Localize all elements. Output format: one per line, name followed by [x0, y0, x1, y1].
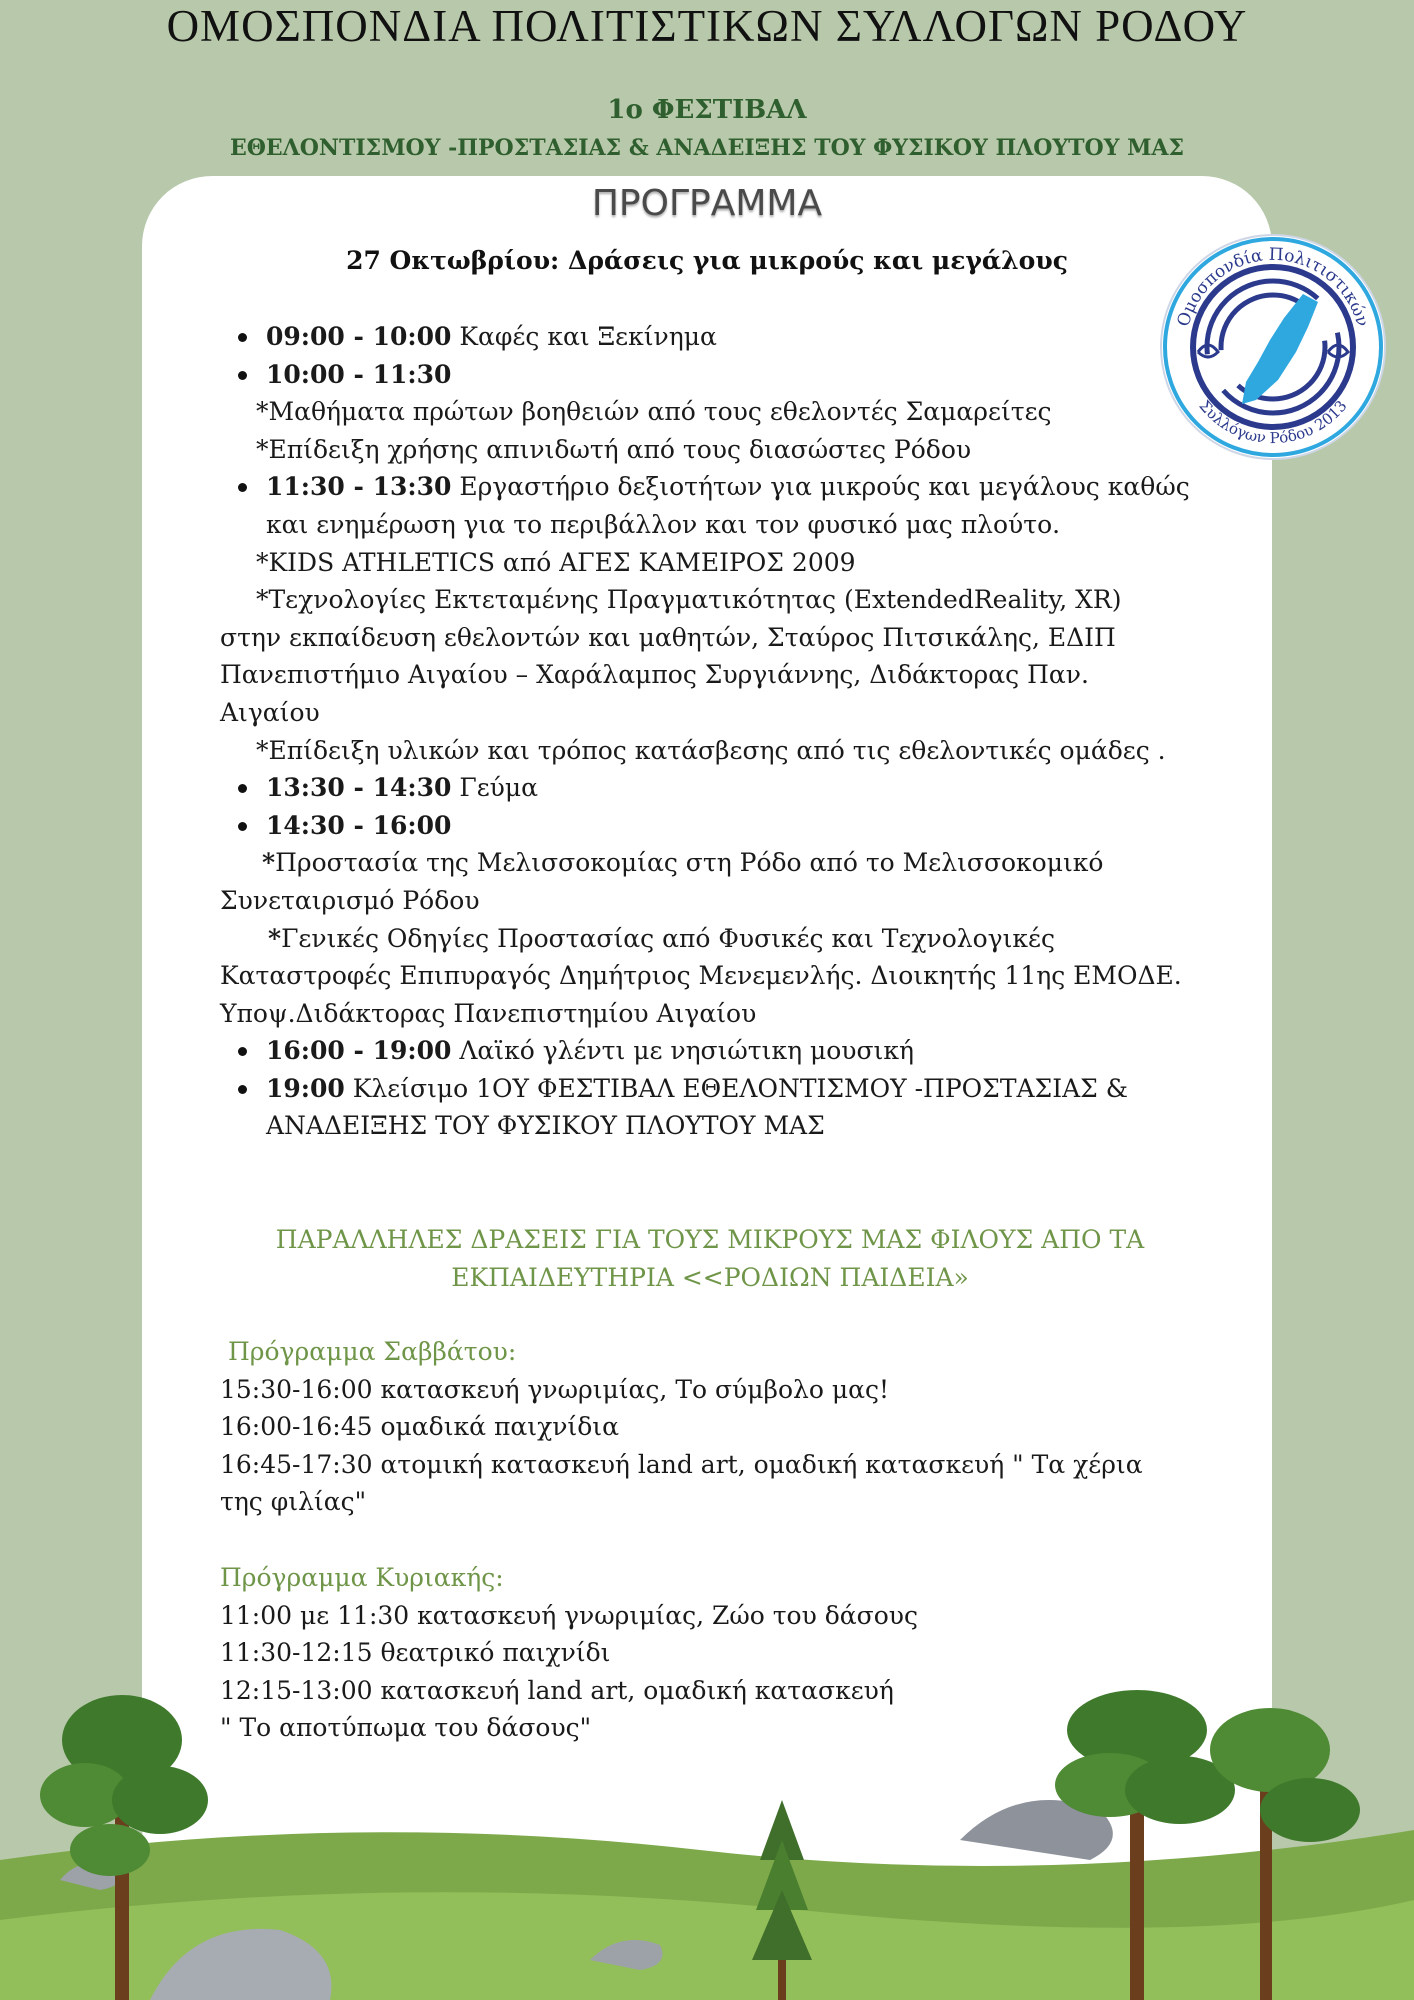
schedule-line	[220, 920, 1200, 958]
schedule-time: 11:30 - 13:30	[266, 472, 452, 502]
schedule-item	[220, 318, 1200, 356]
saturday-program-line: της φιλίας"	[220, 1487, 367, 1517]
schedule-time: 16:00 - 19:00	[266, 1036, 452, 1066]
schedule-text: Λαϊκό γλέντι με νησιώτικη μουσική	[451, 1036, 914, 1066]
schedule-text: Προστασία της Μελισσοκομίας στη Ρόδο από το Μελισσοκομικό	[275, 848, 1104, 878]
schedule-item	[220, 468, 1200, 506]
saturday-program-line: 16:00-16:45 ομαδικά παιχνίδια	[220, 1412, 619, 1442]
sunday-program-label: Πρόγραμμα Κυριακής:	[220, 1563, 504, 1592]
schedule-item	[220, 769, 1200, 807]
sunday-program-line: 11:00 με 11:30 κατασκευή γνωριμίας, Ζώο του δάσους	[220, 1600, 918, 1630]
schedule-text: Καφές και Ξεκίνημα	[451, 322, 717, 351]
schedule-text: Γεύμα	[451, 773, 538, 803]
schedule-line: *Επίδειξη χρήσης απινιδωτή από τους διασώστες Ρόδου	[256, 434, 972, 464]
schedule-line: *Επίδειξη υλικών και τρόπος κατάσβεσης από τις εθελοντικές ομάδες .	[256, 735, 1166, 765]
schedule-line: Υποψ.Διδάκτορας Πανεπιστημίου Αιγαίου	[220, 998, 757, 1028]
schedule-time: 13:30 - 14:30	[266, 773, 452, 803]
schedule-line	[220, 844, 1200, 882]
schedule-time: 19:00	[266, 1073, 345, 1103]
schedule-star: *	[268, 923, 282, 953]
schedule-line: Αιγαίου	[220, 697, 320, 727]
festival-subtitle: ΕΘΕΛΟΝΤΙΣΜΟΥ -ΠΡΟΣΤΑΣΙΑΣ & ΑΝΑΔΕΙΞΗΣ ΤΟΥ ΦΥΣΙΚΟΥ ΠΛΟΥΤΟΥ ΜΑΣ	[229, 135, 1185, 161]
schedule-line: και ενημέρωση για το περιβάλλον και τον φυσικό μας πλούτο.	[266, 509, 1061, 539]
schedule-line: Καταστροφές Επιπυραγός Δημήτριος Μενεμενλής. Διοικητής 11ης ΕΜΟΔΕ.	[220, 961, 1182, 991]
sunday-program-line: 11:30-12:15 θεατρικό παιχνίδι	[220, 1638, 611, 1668]
schedule-line: Πανεπιστήμιο Αιγαίου – Χαράλαμπος Συργιάννης, Διδάκτορας Παν.	[220, 660, 1089, 690]
schedule-text: Γενικές Οδηγίες Προστασίας από Φυσικές και Τεχνολογικές	[281, 923, 1055, 953]
schedule-star: *	[262, 848, 276, 878]
schedule-line: ΑΝΑΔΕΙΞΗΣ ΤΟΥ ΦΥΣΙΚΟΥ ΠΛΟΥΤΟΥ ΜΑΣ	[266, 1111, 825, 1141]
schedule-text: Κλείσιμο 1ΟΥ ΦΕΣΤΙΒΑΛ ΕΘΕΛΟΝΤΙΣΜΟΥ -ΠΡΟΣΤΑΣΙΑΣ &	[344, 1073, 1129, 1103]
sunday-program-line: 12:15-13:00 κατασκευή land art, ομαδική κατασκευή	[220, 1675, 894, 1705]
parallel-heading-line: ΠΑΡΑΛΛΗΛΕΣ ΔΡΑΣΕΙΣ ΓΙΑ ΤΟΥΣ ΜΙΚΡΟΥΣ ΜΑΣ ΦΙΛΟΥΣ ΑΠΟ ΤΑ	[275, 1225, 1145, 1254]
schedule-line: *Μαθήματα πρώτων βοηθειών από τους εθελοντές Σαμαρείτες	[256, 397, 1052, 427]
organization-title: ΟΜΟΣΠΟΝΔΙΑ ΠΟΛΙΤΙΣΤΙΚΩΝ ΣΥΛΛΟΓΩΝ ΡΟΔΟΥ	[166, 1, 1248, 51]
parallel-activities-heading	[220, 1221, 1200, 1296]
schedule-time: 14:30 - 16:00	[266, 810, 452, 840]
saturday-program-label: Πρόγραμμα Σαββάτου:	[228, 1337, 517, 1366]
saturday-program	[220, 1333, 1200, 1521]
schedule-line: Συνεταιρισμό Ρόδου	[220, 885, 480, 915]
parallel-heading-line: ΕΚΠΑΙΔΕΥΤΗΡΙΑ <<ΡΟΔΙΩΝ ΠΑΙΔΕΙΑ»	[451, 1262, 969, 1292]
schedule-item	[220, 1070, 1200, 1108]
landscape-illustration	[0, 1660, 1414, 2000]
schedule-item	[220, 807, 1200, 845]
schedule-line: στην εκπαίδευση εθελοντών και μαθητών, Σταύρος Πιτσικάλης, ΕΔΙΠ	[220, 622, 1116, 652]
program-schedule	[220, 318, 1200, 1145]
schedule-time: 10:00 - 11:30	[266, 359, 452, 389]
saturday-program-line: 15:30-16:00 κατασκευή γνωριμίας, Το σύμβολο μας!	[220, 1374, 890, 1404]
schedule-line: *KIDS ATHLETICS από ΑΓΕΣ ΚΑΜΕΙΡΟΣ 2009	[256, 547, 856, 577]
logo-text-bottom: Συλλόγων Ρόδου 2013	[1195, 396, 1351, 448]
schedule-item	[220, 1032, 1200, 1070]
schedule-time: 09:00 - 10:00	[266, 322, 452, 351]
sunday-program-line: " Το αποτύπωμα του δάσους"	[220, 1713, 592, 1743]
saturday-program-line: 16:45-17:30 ατομική κατασκευή land art, ομαδική κατασκευή " Τα χέρια	[220, 1449, 1143, 1479]
logo-text-top: Ομοσπονδία Πολιτιστικών	[1173, 244, 1373, 330]
schedule-text: Εργαστήριο δεξιοτήτων για μικρούς και μεγάλους καθώς	[451, 472, 1190, 502]
program-date-line: 27 Οκτωβρίου: Δράσεις για μικρούς και μεγάλους	[346, 246, 1068, 275]
festival-title: 1ο ΦΕΣΤΙΒΑΛ	[607, 95, 807, 125]
program-title: ΠΡΟΓΡΑΜΜΑ	[591, 183, 823, 224]
schedule-line: *Τεχνολογίες Εκτεταμένης Πραγματικότητας (ExtendedReality, XR)	[256, 585, 1122, 615]
schedule-item	[220, 356, 1200, 394]
